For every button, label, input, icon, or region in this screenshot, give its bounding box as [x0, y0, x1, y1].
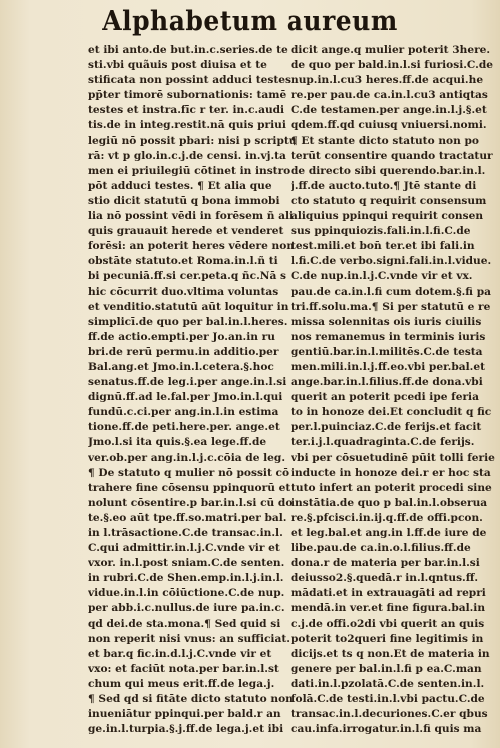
text-line: et ibi anto.de but.in.c.series.de te — [88, 44, 288, 56]
text-line: vxo: et faciūt nota.per bar.in.l.st — [88, 662, 279, 675]
text-line: tuto infert an poterit procedi sine — [291, 481, 492, 494]
text-line: tione.ff.de peti.here.per. ange.et — [88, 421, 280, 434]
text-line: de quo per bald.in.l.si furiosi.C.de — [291, 59, 494, 72]
text-line: poterit to2queri fine legitimis in — [291, 632, 484, 645]
left-text-column — [88, 43, 296, 737]
text-line: non reperit nisi vnus: an sufficiat. — [88, 632, 290, 645]
text-line: deiusso2.§.quedā.r in.l.qntus.ff. — [291, 572, 479, 585]
text-line: vxor. in.l.post sniam.C.de senten. — [88, 557, 285, 570]
text-line: dicijs.et ts q non.Et de materia in — [291, 647, 490, 660]
text-line: genere per bal.in.l.fi p ea.C.man — [291, 662, 482, 675]
text-line: trahere fine cōsensu ppinquorū et — [88, 481, 291, 494]
text-line: vbi per cōsuetudinē pūit tolli ferie — [291, 451, 495, 464]
text-line: nup.in.l.cu3 heres.ff.de acqui.he — [291, 74, 484, 87]
right-text-column — [291, 43, 499, 737]
text-line: in l.trāsactione.C.de transac.in.l. — [88, 527, 283, 539]
text-line: nolunt cōsentire.p bar.in.l.si cū do — [88, 496, 293, 509]
text-line: cto statuto q requirit consensum — [291, 194, 487, 207]
text-line: dicit ange.q mulier poterit 3here. — [291, 44, 491, 56]
text-line: Bal.ang.et Jmo.in.l.cetera.§.hoc — [88, 360, 274, 373]
text-line: inducte in honoze dei.r er hoc sta — [291, 466, 491, 479]
text-line: inueniātur ppinqui.per bald.r an — [88, 708, 281, 721]
text-line: Jmo.l.si ita quis.§.ea lege.ff.de — [88, 436, 267, 449]
text-line: per.l.puinciaz.C.de ferijs.et facit — [291, 421, 482, 434]
text-line: dati.in.l.pzolatā.C.de senten.in.l. — [291, 677, 485, 690]
text-line: testes et instra.fīc r ter. in.c.audi — [88, 104, 285, 117]
text-line: qdem.ff.qd cuiusq vniuersi.nomi. — [291, 119, 487, 132]
text-line: l.fi.C.de verbo.signi.fali.in.l.vidue. — [291, 255, 492, 268]
text-line: forēsi: an poterit heres vēdere non — [88, 240, 295, 253]
text-line: legiū nō possit pbari: nisi p scriptu — [88, 134, 296, 147]
text-line: dignū.ff.ad le.fal.per Jmo.in.l.qui — [88, 391, 283, 404]
text-line: et bar.q fic.in.d.l.j.C.vnde vir et — [88, 647, 272, 660]
text-line: C.de testamen.per ange.in.l.j.§.et — [291, 104, 487, 117]
text-line: et leg.bal.et ang.in l.ff.de iure de — [291, 527, 487, 539]
text-line: folā.C.de testi.in.l.vbi pactu.C.de — [291, 693, 485, 706]
text-line: ¶ Sed qd si fitāte dicto statuto non — [88, 693, 293, 706]
text-line: men ei priuilegiū cōtinet in instro — [88, 164, 291, 177]
text-line: terūt consentire quando tractatur — [291, 149, 493, 162]
text-line: re.§.pfcisci.in.ij.q.ff.de offi.pcon. — [291, 511, 483, 524]
text-line: C.qui admittir.in.l.j.C.vnde vir et — [88, 542, 280, 555]
text-line: stificata non possint adduci testes — [88, 74, 291, 87]
text-line: instātia.de quo p bal.in.l.obserua — [291, 496, 488, 509]
text-line: ter.i.j.l.quadraginta.C.de ferijs. — [291, 436, 475, 449]
text-line: ff.de actio.empti.per Jo.an.in ru — [88, 330, 275, 343]
text-line: fundū.c.ci.per ang.in.l.in estima — [88, 406, 279, 419]
text-line: gentiū.bar.in.l.militēs.C.de testa — [291, 345, 483, 358]
text-line: men.mili.in.l.j.ff.eo.vbi per.bal.et — [291, 360, 485, 373]
text-line: et venditio.statutū aūt loquitur in — [88, 300, 289, 313]
text-line: simplicī.de quo per bal.in.l.heres. — [88, 315, 288, 328]
text-line: stio dicit statutū q bona immobi — [88, 194, 280, 207]
text-line: cau.infa.irrogatur.in.l.fi quis ma — [291, 723, 482, 736]
text-line: test.mili.et bon̄ ter.et ibi fali.in — [291, 240, 475, 253]
text-line: tri.ff.solu.ma.¶ Si per statutū e re — [291, 300, 491, 313]
text-line: pau.de ca.in.l.fi cum dotem.§.fi pa — [291, 285, 491, 298]
text-line: querit an poterit pcedi ipe feria — [291, 391, 479, 404]
text-line: vidue.in.l.in cōiūctione.C.de nup. — [88, 587, 285, 600]
text-line: mādati.et in extrauagāti ad repri — [291, 587, 486, 600]
text-line: to in honoze dei.Et concludit q fic — [291, 406, 492, 419]
text-line: pōt adduci testes. ¶ Et alia que — [88, 179, 272, 192]
text-line: bri.de rerū permu.in additio.per — [88, 345, 279, 358]
text-line: dona.r de materia per bar.in.l.si — [291, 557, 480, 570]
text-line: aliquius ppinqui requirit consen — [291, 210, 484, 223]
text-line: rā: vt p glo.in.c.j.de censi. in.vj.ta — [88, 149, 286, 162]
text-line: qd dei.de sta.mona.¶ Sed quid si — [88, 617, 281, 630]
text-line: quis grauauit herede et venderet — [88, 225, 284, 238]
text-line: senatus.ff.de leg.i.per ange.in.l.si — [88, 376, 287, 389]
text-line: de directo sibi querendo.bar.in.l. — [291, 164, 486, 177]
text-line: libe.pau.de ca.in.o.l.filius.ff.de — [291, 542, 471, 555]
text-line: ange.bar.in.l.filius.ff.de dona.vbi — [291, 376, 483, 389]
text-line: transac.in.l.decuriones.C.er qbus — [291, 708, 488, 721]
text-line: nos remanemus in terminis iuris — [291, 330, 486, 343]
text-line: re.per pau.de ca.in.l.cu3 antiqtas — [291, 89, 488, 102]
text-line: j.ff.de aucto.tuto.¶ Jtē stante di — [291, 179, 477, 192]
text-line: ¶ De statuto q mulier nō possit cō — [88, 466, 290, 479]
text-line: ¶ Et stante dicto statuto non po — [291, 134, 479, 147]
text-line: lia nō possint vēdi in forēsem ñ ali — [88, 210, 294, 223]
text-line: ge.in.l.turpia.§.j.ff.de lega.j.et ibi — [88, 723, 284, 736]
text-line: hic cōcurrit duo.vltima voluntas — [88, 285, 279, 298]
text-line: C.de nup.in.l.j.C.vnde vir et vx. — [291, 270, 473, 283]
text-line: per abb.i.c.nullus.de iure pa.in.c. — [88, 602, 285, 615]
text-line: ver.ob.per ang.in.l.j.c.cōia de leg. — [88, 451, 286, 464]
text-line: obstāte statuto.et Roma.in.l.ñ ti — [88, 255, 278, 268]
text-line: pp̄ter timorē subornationis: tamē — [88, 89, 287, 102]
running-title: Alphabetum aureum — [102, 4, 398, 37]
text-line: missa solennitas ois iuris ciuilis — [291, 315, 482, 328]
text-line: sti.vbi quãuis post diuisa et te — [88, 59, 267, 72]
text-line: chum qui meus erit.ff.de lega.j. — [88, 677, 275, 690]
text-line: sus ppinquiozis.fali.in.l.fi.C.de — [291, 225, 471, 238]
text-line: mendā.in ver.et fine figura.bal.in — [291, 602, 486, 615]
text-line: in rubri.C.de Shen.emp.in.l.j.in.l. — [88, 572, 284, 585]
text-line: c.j.de offi.o2di vbi querit an quis — [291, 617, 485, 630]
text-line: bi pecuniā.ff.si cer.peta.q ñc.Nā s — [88, 270, 286, 283]
text-line: te.§.eo aūt tpe.ff.so.matri.per bal. — [88, 511, 287, 524]
text-line: tis.de in integ.restit.nā quis priui — [88, 119, 286, 132]
